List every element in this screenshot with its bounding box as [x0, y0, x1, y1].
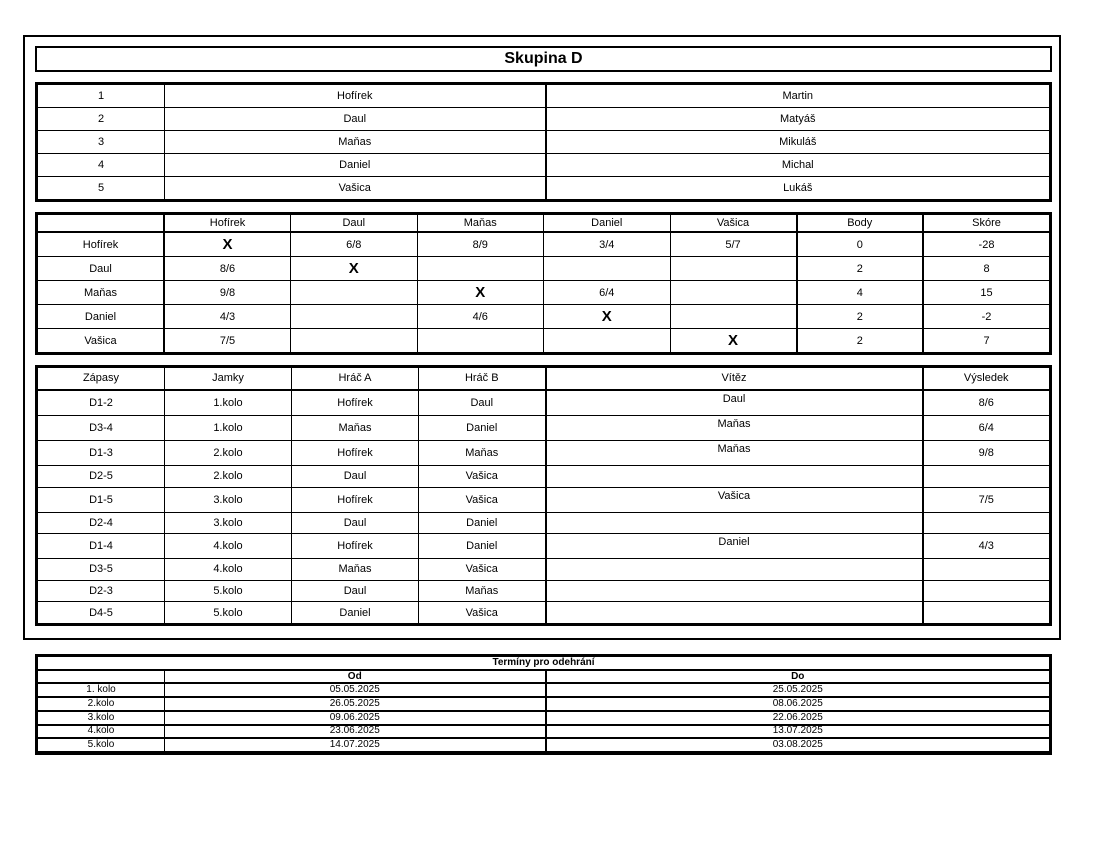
crosstable-cell: 6/8: [291, 232, 418, 257]
match-winner: Daul: [546, 390, 923, 416]
crosstable-cell: 8/9: [417, 232, 544, 257]
terms-row: [38, 697, 1050, 711]
matches-col-header: Hráč B: [419, 368, 546, 390]
crosstable-cell: [544, 257, 671, 281]
match-row: [38, 390, 1050, 416]
crosstable-cell: 9/8: [164, 281, 291, 305]
terms-title: Termíny pro odehrání: [38, 657, 1050, 670]
match-row: [38, 466, 1050, 488]
terms-to: 22.06.2025: [546, 711, 1050, 725]
terms-round: 4.kolo: [38, 725, 165, 739]
crosstable: [35, 212, 1052, 355]
terms-from: 05.05.2025: [165, 683, 546, 697]
match-player-a: Daul: [292, 580, 419, 602]
crosstable-cell: X: [417, 281, 544, 305]
crosstable-corner: [38, 215, 165, 233]
player-number: 3: [38, 131, 165, 154]
matches-col-header: Výsledek: [923, 368, 1050, 390]
crosstable-points: 2: [797, 305, 924, 329]
crosstable-cell: [544, 329, 671, 353]
crosstable-cell: 7/5: [164, 329, 291, 353]
match-player-b: Daniel: [419, 416, 546, 441]
match-id: D1-4: [38, 534, 165, 559]
terms-to: 03.08.2025: [546, 738, 1050, 752]
player-firstname: Mikuláš: [546, 131, 1050, 154]
crosstable-cell: X: [670, 329, 797, 353]
player-row: [38, 177, 1050, 200]
match-player-a: Maňas: [292, 559, 419, 581]
player-number: 1: [38, 85, 165, 108]
player-firstname: Michal: [546, 154, 1050, 177]
match-player-b: Daniel: [419, 534, 546, 559]
crosstable-col-header: Daul: [291, 215, 418, 233]
match-id: D1-5: [38, 487, 165, 512]
crosstable-cell: X: [544, 305, 671, 329]
player-surname: Maňas: [165, 131, 546, 154]
matches-col-header: Hráč A: [292, 368, 419, 390]
crosstable-row-player: Daniel: [38, 305, 165, 329]
crosstable-cell: 3/4: [544, 232, 671, 257]
terms-round: 2.kolo: [38, 697, 165, 711]
crosstable-cell: 5/7: [670, 232, 797, 257]
match-round: 3.kolo: [165, 512, 292, 534]
match-player-a: Hofírek: [292, 390, 419, 416]
match-winner: Maňas: [546, 416, 923, 441]
crosstable-score: -2: [923, 305, 1050, 329]
crosstable-points: 4: [797, 281, 924, 305]
terms-from: 09.06.2025: [165, 711, 546, 725]
crosstable-cell: 4/3: [164, 305, 291, 329]
crosstable-cell: [417, 329, 544, 353]
player-surname: Hofírek: [165, 85, 546, 108]
match-winner: [546, 466, 923, 488]
matches-col-header: Jamky: [165, 368, 292, 390]
crosstable-cell: [670, 305, 797, 329]
match-player-b: Vašica: [419, 602, 546, 624]
match-id: D2-3: [38, 580, 165, 602]
match-player-a: Maňas: [292, 416, 419, 441]
crosstable-points: 2: [797, 257, 924, 281]
match-player-b: Daul: [419, 390, 546, 416]
match-result: [923, 512, 1050, 534]
crosstable-score: 7: [923, 329, 1050, 353]
crosstable-row-player: Maňas: [38, 281, 165, 305]
crosstable-row-player: Daul: [38, 257, 165, 281]
player-surname: Daul: [165, 108, 546, 131]
match-id: D3-5: [38, 559, 165, 581]
matches-table: [35, 365, 1052, 626]
crosstable-cell: X: [291, 257, 418, 281]
match-row: [38, 602, 1050, 624]
crosstable-col-header: Vašica: [670, 215, 797, 233]
crosstable-score-header: Skóre: [923, 215, 1050, 233]
terms-row: [38, 725, 1050, 739]
terms-header-row: [38, 670, 1050, 684]
match-result: [923, 580, 1050, 602]
terms-round: 3.kolo: [38, 711, 165, 725]
terms-corner: [38, 670, 165, 684]
match-player-a: Daniel: [292, 602, 419, 624]
player-firstname: Lukáš: [546, 177, 1050, 200]
match-winner: Daniel: [546, 534, 923, 559]
player-number: 4: [38, 154, 165, 177]
match-result: 6/4: [923, 416, 1050, 441]
match-winner: [546, 559, 923, 581]
match-row: [38, 580, 1050, 602]
player-number: 5: [38, 177, 165, 200]
player-row: [38, 154, 1050, 177]
crosstable-cell: [291, 281, 418, 305]
crosstable-score: 15: [923, 281, 1050, 305]
match-winner: [546, 580, 923, 602]
player-row: [38, 131, 1050, 154]
crosstable-row: [38, 257, 1050, 281]
player-surname: Daniel: [165, 154, 546, 177]
crosstable-row: [38, 281, 1050, 305]
match-result: 4/3: [923, 534, 1050, 559]
match-winner: [546, 512, 923, 534]
match-round: 5.kolo: [165, 580, 292, 602]
match-row: [38, 416, 1050, 441]
crosstable-cell: [670, 281, 797, 305]
match-id: D1-2: [38, 390, 165, 416]
match-round: 4.kolo: [165, 559, 292, 581]
crosstable-cell: 4/6: [417, 305, 544, 329]
match-row: [38, 559, 1050, 581]
crosstable-cell: [291, 305, 418, 329]
terms-from: 23.06.2025: [165, 725, 546, 739]
terms-to: 13.07.2025: [546, 725, 1050, 739]
match-result: 9/8: [923, 441, 1050, 466]
crosstable-row: [38, 232, 1050, 257]
match-result: [923, 466, 1050, 488]
crosstable-col-header: Maňas: [417, 215, 544, 233]
match-player-b: Maňas: [419, 580, 546, 602]
terms-from: 26.05.2025: [165, 697, 546, 711]
match-player-b: Maňas: [419, 441, 546, 466]
match-id: D1-3: [38, 441, 165, 466]
match-round: 5.kolo: [165, 602, 292, 624]
terms-row: [38, 683, 1050, 697]
terms-from: 14.07.2025: [165, 738, 546, 752]
crosstable-score: -28: [923, 232, 1050, 257]
match-round: 3.kolo: [165, 487, 292, 512]
match-row: [38, 512, 1050, 534]
terms-round: 5.kolo: [38, 738, 165, 752]
player-row: [38, 85, 1050, 108]
crosstable-row: [38, 305, 1050, 329]
match-player-a: Hofírek: [292, 534, 419, 559]
terms-to: 25.05.2025: [546, 683, 1050, 697]
player-firstname: Matyáš: [546, 108, 1050, 131]
match-player-b: Vašica: [419, 559, 546, 581]
match-player-b: Vašica: [419, 487, 546, 512]
match-round: 1.kolo: [165, 390, 292, 416]
crosstable-cell: [670, 257, 797, 281]
terms-round: 1. kolo: [38, 683, 165, 697]
matches-header: [38, 368, 1050, 390]
terms-title-row: [38, 657, 1050, 670]
crosstable-header: [38, 215, 1050, 233]
crosstable-points: 0: [797, 232, 924, 257]
crosstable-col-header: Daniel: [544, 215, 671, 233]
matches-col-header: Vítěz: [546, 368, 923, 390]
crosstable-row-player: Hofírek: [38, 232, 165, 257]
match-row: [38, 441, 1050, 466]
crosstable-points: 2: [797, 329, 924, 353]
match-player-a: Daul: [292, 466, 419, 488]
crosstable-row: [38, 329, 1050, 353]
players-table: [35, 82, 1052, 202]
match-round: 2.kolo: [165, 441, 292, 466]
match-round: 4.kolo: [165, 534, 292, 559]
match-round: 2.kolo: [165, 466, 292, 488]
match-player-b: Vašica: [419, 466, 546, 488]
match-id: D2-4: [38, 512, 165, 534]
page-title: Skupina D: [35, 46, 1052, 72]
player-firstname: Martin: [546, 85, 1050, 108]
match-winner: [546, 602, 923, 624]
match-player-a: Hofírek: [292, 487, 419, 512]
match-row: [38, 487, 1050, 512]
match-id: D2-5: [38, 466, 165, 488]
match-player-b: Daniel: [419, 512, 546, 534]
terms-row: [38, 711, 1050, 725]
terms-from-header: Od: [165, 670, 546, 684]
match-winner: Maňas: [546, 441, 923, 466]
terms-row: [38, 738, 1050, 752]
terms-to-header: Do: [546, 670, 1050, 684]
player-row: [38, 108, 1050, 131]
match-id: D4-5: [38, 602, 165, 624]
crosstable-cell: [291, 329, 418, 353]
matches-col-header: Zápasy: [38, 368, 165, 390]
crosstable-score: 8: [923, 257, 1050, 281]
crosstable-row-player: Vašica: [38, 329, 165, 353]
terms-to: 08.06.2025: [546, 697, 1050, 711]
crosstable-cell: 6/4: [544, 281, 671, 305]
crosstable-points-header: Body: [797, 215, 924, 233]
player-number: 2: [38, 108, 165, 131]
crosstable-cell: X: [164, 232, 291, 257]
terms-table: [35, 654, 1052, 755]
match-round: 1.kolo: [165, 416, 292, 441]
match-result: 8/6: [923, 390, 1050, 416]
crosstable-cell: 8/6: [164, 257, 291, 281]
match-id: D3-4: [38, 416, 165, 441]
match-result: 7/5: [923, 487, 1050, 512]
match-result: [923, 559, 1050, 581]
match-winner: Vašica: [546, 487, 923, 512]
crosstable-cell: [417, 257, 544, 281]
match-result: [923, 602, 1050, 624]
crosstable-col-header: Hofírek: [164, 215, 291, 233]
match-player-a: Hofírek: [292, 441, 419, 466]
match-row: [38, 534, 1050, 559]
match-player-a: Daul: [292, 512, 419, 534]
player-surname: Vašica: [165, 177, 546, 200]
